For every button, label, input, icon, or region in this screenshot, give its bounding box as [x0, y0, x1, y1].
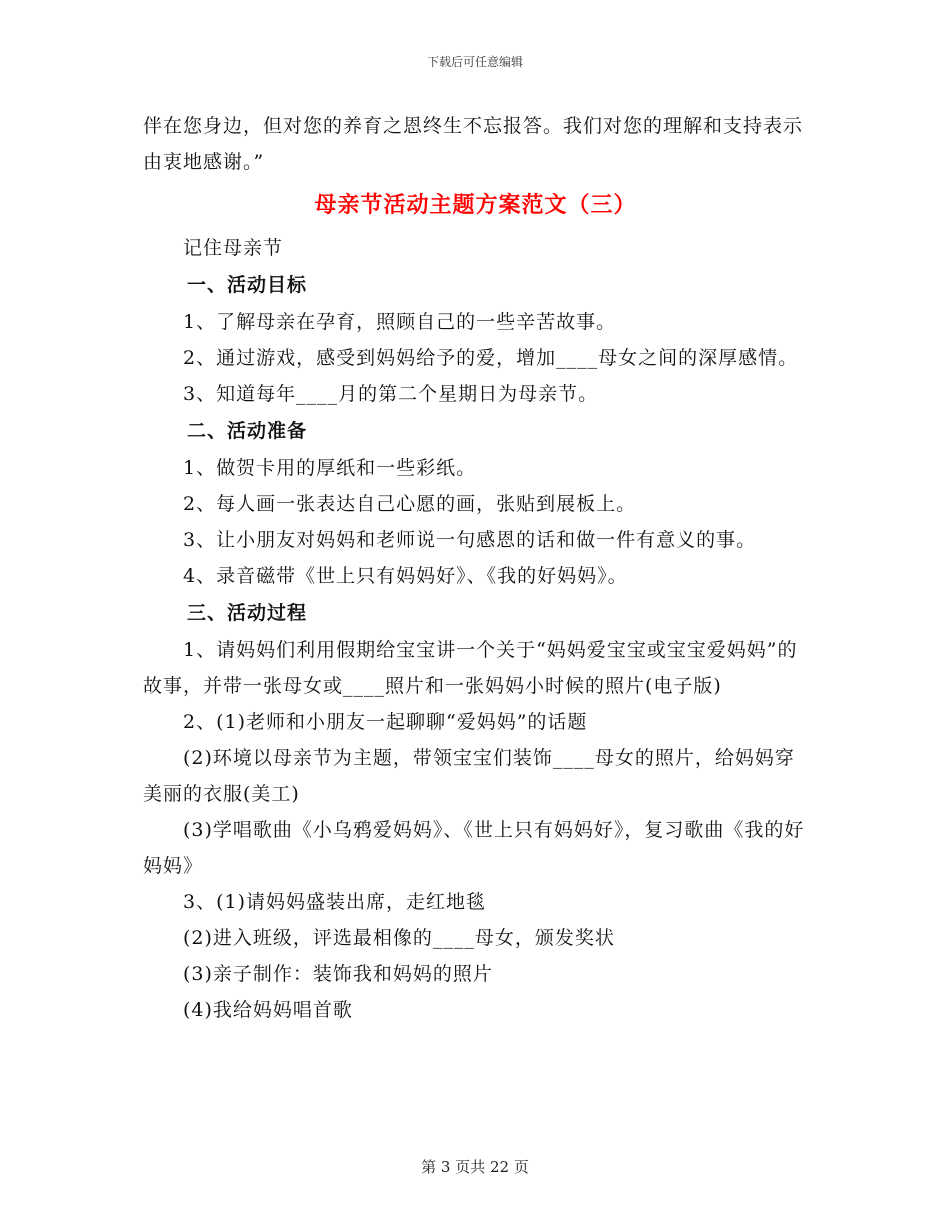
goal-item: 1、了解母亲在孕育，照顾自己的一些辛苦故事。 [183, 311, 617, 333]
process-item: (2)环境以母亲节为主题，带领宝宝们装饰____母女的照片，给妈妈穿美丽的衣服(美工) [143, 747, 795, 805]
preparation-item: 2、每人画一张表达自己心愿的画，张贴到展板上。 [183, 493, 637, 515]
preparation-item: 1、做贺卡用的厚纸和一些彩纸。 [183, 457, 477, 479]
page-header: 下载后可任意编辑 [426, 55, 523, 69]
intro-paragraph: 伴在您身边，但对您的养育之恩终生不忘报答。我们对您的理解和支持表示由衷地感谢。” [143, 115, 804, 173]
process-item: 3、(1)请妈妈盛装出席，走红地毯 [183, 891, 487, 913]
process-item: 1、请妈妈们利用假期给宝宝讲一个关于“妈妈爱宝宝或宝宝爱妈妈”的故事，并带一张母女或____照片和一张妈妈小时候的照片(电子版) [143, 639, 798, 697]
section-heading-preparation: 二、活动准备 [187, 420, 308, 442]
section-heading-goals: 一、活动目标 [187, 274, 308, 296]
preparation-item: 4、录音磁带《世上只有妈妈好》、《我的好妈妈》。 [183, 565, 628, 587]
goal-item: 2、通过游戏，感受到妈妈给予的爱，增加____母女之间的深厚感情。 [183, 347, 799, 369]
process-item: (4)我给妈妈唱首歌 [183, 999, 353, 1021]
document-title: 母亲节活动主题方案范文（三） [314, 193, 637, 218]
process-item: (2)进入班级，评选最相像的____母女，颁发奖状 [183, 927, 615, 949]
document-body [143, 108, 808, 1028]
goal-item: 3、知道每年____月的第二个星期日为母亲节。 [183, 383, 599, 405]
preparation-item: 3、让小朋友对妈妈和老师说一句感恩的话和做一件有意义的事。 [183, 529, 757, 551]
process-item: (3)学唱歌曲《小乌鸦爱妈妈》、《世上只有妈妈好》，复习歌曲《我的好妈妈》 [143, 819, 805, 877]
section-heading-process: 三、活动过程 [187, 602, 308, 624]
process-item: (3)亲子制作：装饰我和妈妈的照片 [183, 963, 493, 985]
process-item: 2、(1)老师和小朋友一起聊聊“爱妈妈”的话题 [183, 711, 588, 733]
subtitle: 记住母亲节 [183, 237, 284, 259]
page-footer: 第 3 页共 22 页 [421, 1158, 529, 1176]
